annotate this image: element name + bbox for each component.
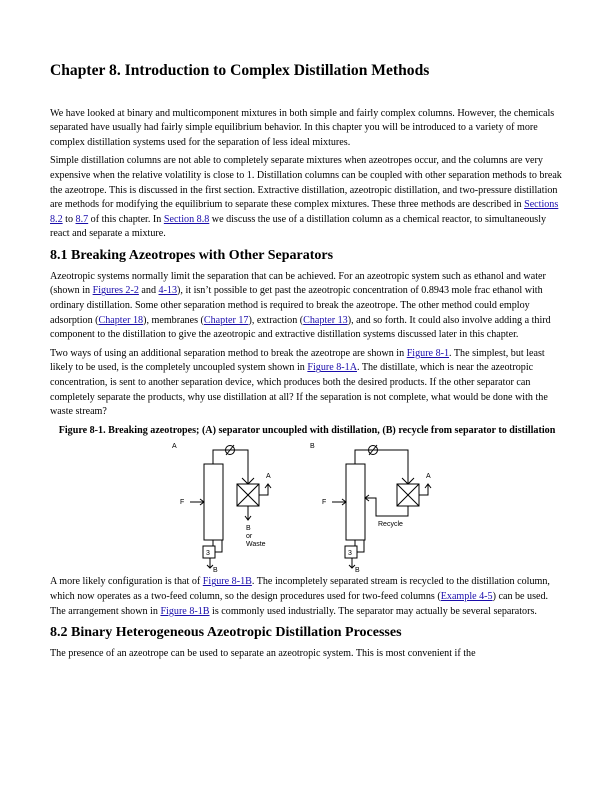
label-reboiler-a: 3 [206,550,210,558]
link-figure-4-13[interactable]: 4-13 [158,285,178,297]
figure-caption: Figure 8-1. Breaking azeotropes; (A) separator uncoupled with distillation, (B) recycle from separator to distillation [58,424,556,436]
text-run: we discuss the use of a distillation column as a chemical reactor, to simultaneously react and separate a mixture. [50,213,547,240]
text-run: Two ways of using an additional separation method to break the azeotrope are shown in [50,347,407,359]
link-figure-8-1b-second[interactable]: Figure 8-1B [160,605,210,617]
label-feed-a: F [180,499,185,507]
label-product-a: A [266,473,271,481]
document-content [50,62,564,666]
column-b [346,464,365,540]
panel-a-diagram [190,445,271,568]
text-run: is commonly used industrially. The separator may actually be several separators. [209,605,537,617]
section-8-2-paragraph-1: The presence of an azeotrope can be used to separate an azeotropic system. This is most convenient if the [50,647,476,659]
link-chapter-18[interactable]: Chapter 18 [98,314,144,326]
label-feed-b: F [322,499,327,507]
text-run: ), membranes ( [143,314,204,326]
label-panel-b: B [310,443,315,451]
section-8-1-paragraph-2 [50,347,564,420]
link-figures-2-2[interactable]: Figures 2-2 [92,285,139,297]
link-section-8-7[interactable]: 8.7 [75,213,89,225]
text-run: to [62,213,76,225]
text-run: ) can be used. The arrangement shown in [50,590,549,617]
chapter-title: Chapter 8. Introduction to Complex Distillation Methods [50,62,430,79]
label-product-b: B [246,525,251,533]
link-figure-8-1[interactable]: Figure 8-1 [406,347,450,359]
text-run: . The distillate, which is near the azeotropic concentration, is sent to another separation device, which produces both the desired products. If the other separator can completely separate the products, why use distillation at all? If the separation is not complete, what would be done with the waste stream? [50,362,548,418]
label-bottoms-b: B [355,567,360,574]
link-figure-8-1b[interactable]: Figure 8-1B [202,576,252,588]
recycle-line [365,498,408,516]
text-run: ), and so forth. It could also involve adding a third component to the distillation to give the azeotropic and extractive distillation systems discussed later in this chapter. [50,314,551,341]
text-run: . The incompletely separated stream is recycled to the distillation column, which now operates as a two-feed column, so the design procedures used for two-feed columns ( [50,576,550,602]
column-a [204,464,223,540]
label-reboiler-b: 3 [348,550,352,558]
intro-paragraph-2 [50,154,564,242]
link-section-8-8[interactable]: Section 8.8 [163,213,210,225]
link-sections-8-2[interactable]: Sections 8.2 [50,199,559,225]
label-bottoms-a: B [213,567,218,574]
section-heading-8-2: 8.2 Binary Heterogeneous Azeotropic Distillation Processes [50,625,402,641]
section-8-1-paragraph-1 [50,270,564,343]
overhead-line-b [355,450,408,484]
label-product-a-b: A [426,473,431,481]
text-run: . The simplest, but least likely to be used, is the completely uncoupled system shown in [50,347,545,374]
section-heading-8-1: 8.1 Breaking Azeotropes with Other Separators [50,248,334,264]
link-chapter-13[interactable]: Chapter 13 [303,314,348,326]
link-chapter-17[interactable]: Chapter 17 [203,314,249,326]
text-run: A more likely configuration is that of [50,576,203,588]
label-panel-a: A [172,443,177,451]
text-run: ), it isn’t possible to get past the azeotropic concentration of 0.8943 mole frac ethanol with ordinary distillation. Some other separation method is required to break the azeotrope. The other method could employ adsorption ( [50,285,543,326]
label-waste: Waste [246,541,266,549]
figure-8-1-diagram [168,440,448,573]
label-or: or [246,533,253,541]
label-recycle: Recycle [378,521,403,529]
intro-paragraph-1: We have looked at binary and multicomponent mixtures in both simple and fairly complex columns. However, the chemicals separated have usually had fairly simple equilibrium behavior. In this chapter you will be introduced to a variety of more complex distillation systems used for the separation of less ideal mixtures. [50,107,555,148]
text-run: ), extraction ( [248,314,304,326]
text-run: of this chapter. In [88,213,164,225]
panel-b-diagram [332,445,431,568]
link-figure-8-1a[interactable]: Figure 8-1A [307,362,357,374]
link-example-4-5[interactable]: Example 4-5 [440,590,493,602]
text-run: and [138,285,159,297]
figure-8-1 [50,440,564,573]
section-8-1-paragraph-3 [50,575,564,619]
text-run: Azeotropic systems normally limit the separation that can be achieved. For an azeotropic system such as ethanol and water (shown in [50,270,546,297]
text-run: Simple distillation columns are not able to completely separate mixtures when azeotropes occur, and the columns are very expensive when the relative volatility is close to 1. Distillation columns can be coupled with other separation methods to break the azeotrope. This is discussed in the first section. Extractive distillation, azeotropic distillation, and two-pressure distillation are methods for modifying the equilibrium to separate these complex mixtures. These three methods are described in [50,155,562,211]
